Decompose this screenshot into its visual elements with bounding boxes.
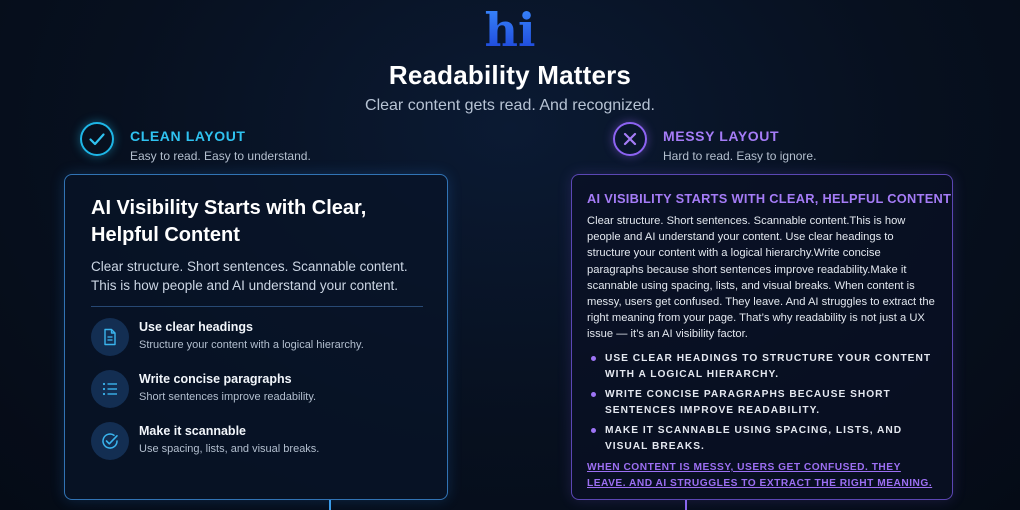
messy-layout-header <box>613 121 933 165</box>
feature-item <box>91 318 431 358</box>
list-icon <box>91 370 129 408</box>
clean-layout-tagline: Easy to read. Easy to understand. <box>130 149 311 163</box>
messy-layout-card <box>571 174 953 500</box>
check-circle-icon <box>91 422 129 460</box>
messy-layout-label: MESSY LAYOUT <box>663 128 780 144</box>
clean-card-intro: Clear structure. Short sentences. Scannable content. This is how people and AI understand your content. <box>91 259 408 293</box>
bullet-text: MAKE IT SCANNABLE USING SPACING, LISTS, AND VISUAL BREAKS. <box>605 425 903 452</box>
feature-description: Short sentences improve readability. <box>139 391 317 403</box>
page-title: Readability Matters <box>388 60 632 90</box>
clean-layout-label: CLEAN LAYOUT <box>130 128 246 144</box>
messy-layout-tagline: Hard to read. Easy to ignore. <box>663 149 817 163</box>
messy-bullet-list <box>587 351 937 459</box>
document-icon <box>91 318 129 356</box>
feature-description: Structure your content with a logical hierarchy. <box>139 339 364 351</box>
divider <box>91 306 423 307</box>
feature-item <box>91 370 431 410</box>
bullet-text: WRITE CONCISE PARAGRAPHS BECAUSE SHORT SENTENCES IMPROVE READABILITY. <box>605 389 891 416</box>
feature-title: Make it scannable <box>139 424 246 438</box>
bullet-icon <box>591 428 596 433</box>
feature-description: Use spacing, lists, and visual breaks. <box>139 443 320 455</box>
list-item <box>587 351 937 382</box>
page-subtitle: Clear content gets read. And recognized. <box>365 97 655 114</box>
clean-layout-card <box>64 174 448 500</box>
connector-line <box>329 500 331 510</box>
feature-title: Write concise paragraphs <box>139 372 292 386</box>
feature-title: Use clear headings <box>139 320 253 334</box>
messy-card-paragraph: Clear structure. Short sentences. Scannable content.This is how people and AI understand your content. Use clear headings to structure your content with a logical hierarchy.Write concise paragraphs because short sentences improve readability.Make it scannable using spacing, lists, and visual breaks. When content is messy, users get confused. They leave. And AI struggles to extract the right meaning from your page. That’s why readability is not just a UX issue — it’s an AI visibility factor. <box>587 215 935 341</box>
messy-card-footer-link[interactable]: WHEN CONTENT IS MESSY, USERS GET CONFUSED. THEY LEAVE. AND AI STRUGGLES TO EXTRACT THE RIGHT MEANING. <box>587 462 933 489</box>
bullet-text: USE CLEAR HEADINGS TO STRUCTURE YOUR CONTENT WITH A LOGICAL HIERARCHY. <box>605 353 932 380</box>
connector-line <box>685 500 687 510</box>
bullet-icon <box>591 356 596 361</box>
list-item <box>587 423 937 454</box>
svg-text:hi: hi <box>484 3 536 57</box>
hi-logo <box>484 3 536 57</box>
feature-item <box>91 422 431 462</box>
clean-layout-header <box>80 121 400 165</box>
list-item <box>587 387 937 418</box>
messy-card-heading: AI VISIBILITY STARTS WITH CLEAR, HELPFUL CONTENT <box>587 191 952 206</box>
bullet-icon <box>591 392 596 397</box>
checkmark-circle-icon <box>80 122 114 156</box>
clean-card-heading: AI Visibility Starts with Clear, Helpful Content <box>91 197 367 246</box>
x-circle-icon <box>613 122 647 156</box>
